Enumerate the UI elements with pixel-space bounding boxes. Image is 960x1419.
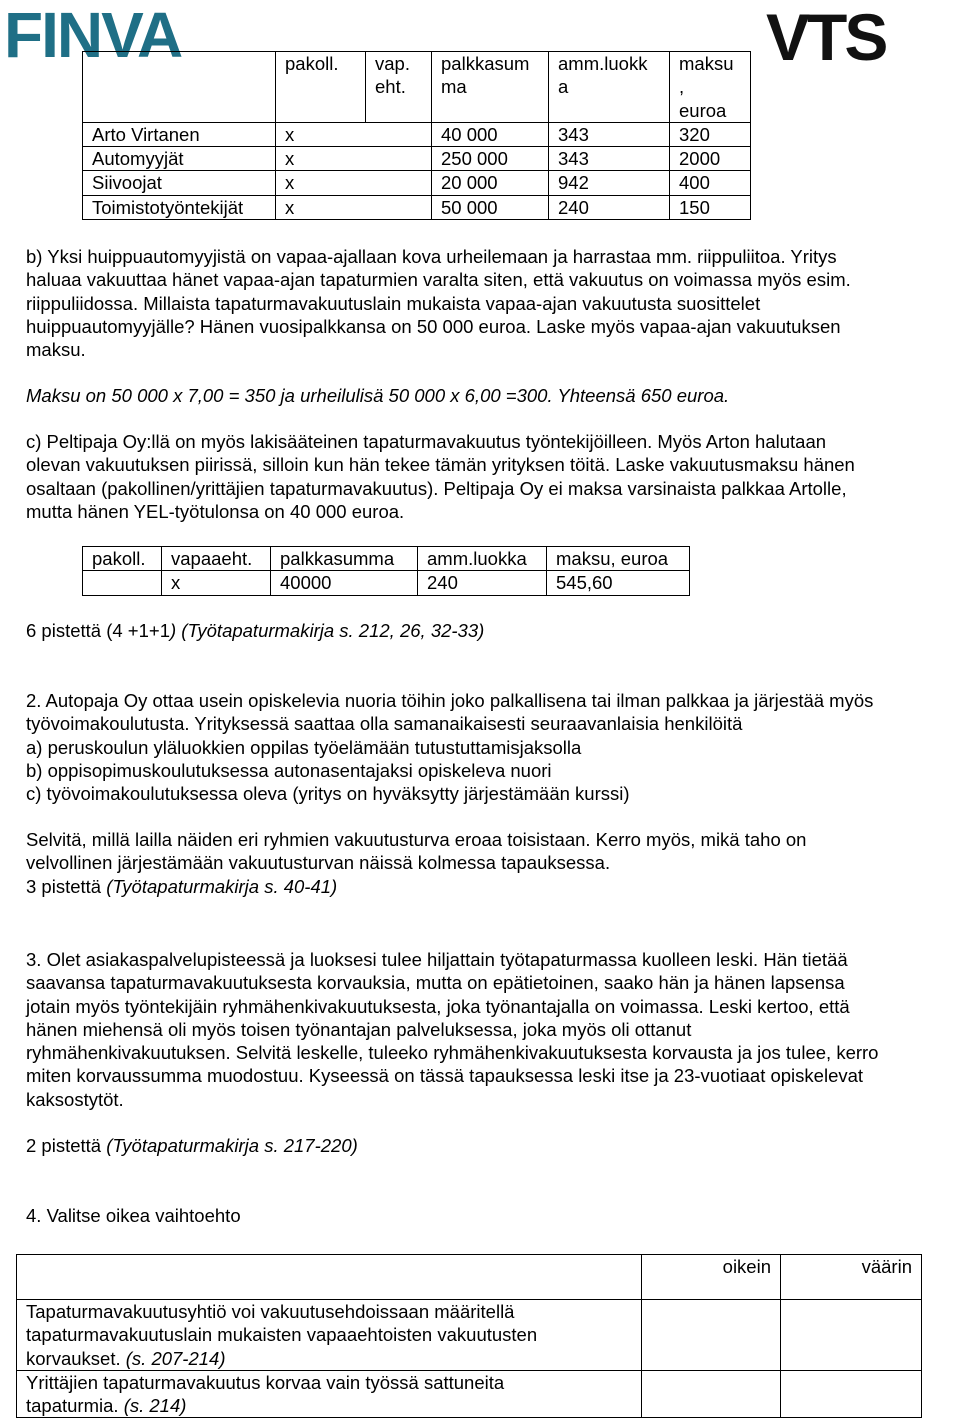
table-cell: 240 <box>549 195 670 219</box>
table-cell <box>83 571 162 595</box>
text-line: saavansa tapaturmavakuutuksesta korvauksia, mutta on epätietoinen, saako hän ja hänen lapsensa <box>26 972 845 994</box>
table-cell: x <box>162 571 271 595</box>
header-cell: amm.luokka <box>418 547 547 571</box>
text-line: 2. Autopaja Oy ottaa usein opiskelevia nuoria töihin joko palkallisena tai ilman palkkaa ja järjestää myös <box>26 690 874 711</box>
question-b <box>26 245 956 361</box>
table-cell: 40 000 <box>432 122 549 146</box>
text-line: tapaturmavakuutuslain mukaisten vapaaehtoisten vakuutusten <box>26 1324 538 1346</box>
header-false: väärin <box>781 1255 922 1300</box>
vts-logo <box>766 2 896 66</box>
statement-reference: (s. 207-214) <box>125 1347 226 1369</box>
table-cell: 50 000 <box>432 195 549 219</box>
table-cell: x <box>276 171 432 195</box>
table-cell: Toimistotyöntekijät <box>83 195 276 219</box>
table-cell: 942 <box>549 171 670 195</box>
text-line: Tapaturmavakuutusyhtiö voi vakuutusehdoissaan määritellä <box>26 1301 515 1322</box>
table-row <box>83 122 751 146</box>
header-cell: vapaaeht. <box>162 547 271 571</box>
statement-text: korvaukset. <box>26 1347 126 1369</box>
text-line: c) työvoimakoulutuksessa oleva (yritys on hyväksytty järjestämään kurssi) <box>26 783 630 805</box>
header-cell: maksu , euroa <box>670 52 751 123</box>
table-cell: 545,60 <box>547 571 690 595</box>
text-line: 3. Olet asiakaspalvelupisteessä ja luoksesi tulee hiljattain työtapaturmassa kuolleen leski. Hän tietää <box>26 949 848 970</box>
table-header-row <box>83 547 690 571</box>
answer-false-cell[interactable] <box>781 1300 922 1371</box>
header-cell: amm.luokk a <box>549 52 670 123</box>
text-line: ryhmähenkivakuutuksen. Selvitä leskelle, tuleeko ryhmähenkivakuutuksesta korvausta ja jos tulee, kerro <box>26 1042 879 1064</box>
table-cell: x <box>276 147 432 171</box>
svg-text:FINVA: FINVA <box>4 2 182 66</box>
table-row <box>83 147 751 171</box>
text-line <box>26 1347 632 1370</box>
table-cell: 250 000 <box>432 147 549 171</box>
question-3 <box>26 948 956 1111</box>
text-line: velvollinen järjestämään vakuutusturvan näissä kolmessa tapauksessa. <box>26 852 611 874</box>
question-2-task <box>26 828 956 898</box>
table-cell: x <box>276 195 432 219</box>
text-line: mutta hänen YEL-työtulonsa on 40 000 euroa. <box>26 500 405 522</box>
text-line: miten korvaussumma muodostuu. Kyseessä on tässä tapauksessa leski itse ja 23-vuotiaat opiskelevat <box>26 1065 864 1087</box>
text-line: b) oppisopimuskoulutuksessa autonasentajaksi opiskeleva nuori <box>26 759 552 781</box>
table-cell: x <box>276 122 432 146</box>
table-cell: 320 <box>670 122 751 146</box>
table-row <box>83 195 751 219</box>
table-row <box>17 1370 922 1418</box>
answer-b: Maksu on 50 000 x 7,00 = 350 ja urheilulisä 50 000 x 6,00 =300. Yhteensä 650 euroa. <box>26 385 730 406</box>
text-line: Yrittäjien tapaturmavakuutus korvaa vain työssä sattuneita <box>26 1371 505 1393</box>
table-cell: 343 <box>549 147 670 171</box>
points-1 <box>26 619 956 642</box>
table-row <box>83 571 690 595</box>
header-cell: maksu, euroa <box>547 547 690 571</box>
statement-text: tapaturmia. <box>26 1395 124 1417</box>
text-line: haluaa vakuuttaa hänet vapaa-ajan tapaturmien varalta siten, että vakuutus on voimassa myös esim. <box>26 269 851 291</box>
header-true: oikein <box>642 1255 781 1300</box>
yrittaja-table <box>82 546 690 596</box>
table-cell: Siivoojat <box>83 171 276 195</box>
points-text: 6 pistettä (4 +1+1 <box>26 620 170 641</box>
header-cell: vap. eht. <box>366 52 432 123</box>
text-line: työvoimakoulutusta. Yrityksessä saattaa olla samanaikaisesti seuraavanlaisia henkilöitä <box>26 713 743 735</box>
answer-false-cell[interactable] <box>781 1370 922 1418</box>
points-reference: (Työtapaturmakirja s. 40-41) <box>106 875 338 897</box>
table-cell: 20 000 <box>432 171 549 195</box>
points-3 <box>26 1134 956 1157</box>
text-line: hänen miehensä oli myös toisen työnantajan palveluksessa, joka myös oli ottanut <box>26 1018 692 1040</box>
header-cell: pakoll. <box>83 547 162 571</box>
text-line: maksu. <box>26 339 86 361</box>
statement-reference: (s. 214) <box>123 1395 187 1417</box>
answer-true-cell[interactable] <box>642 1370 781 1418</box>
question-2 <box>26 689 956 805</box>
text-line: huippuautomyyjälle? Hänen vuosipalkkansa on 50 000 euroa. Laske myös vapaa-ajan vakuutuksen <box>26 315 841 337</box>
text-line: c) Peltipaja Oy:llä on myös lakisääteinen tapaturmavakuutus työntekijöilleen. Myös Arton halutaan <box>26 431 827 452</box>
table-cell: 150 <box>670 195 751 219</box>
true-false-table <box>16 1254 922 1418</box>
points-text: 3 pistettä <box>26 875 107 897</box>
table-row <box>83 171 751 195</box>
statement-cell <box>17 1300 642 1371</box>
statement-cell <box>17 1370 642 1418</box>
svg-text:VTS: VTS <box>766 2 886 66</box>
points-text: 2 pistettä <box>26 1135 107 1156</box>
table-cell: 400 <box>670 171 751 195</box>
answer-true-cell[interactable] <box>642 1300 781 1371</box>
text-line <box>26 1394 632 1417</box>
text-line: a) peruskoulun yläluokkien oppilas työelämään tutustuttamisjaksolla <box>26 736 582 758</box>
premium-table-header <box>83 52 751 123</box>
text-line: b) Yksi huippuautomyyjistä on vapaa-ajallaan kova urheilemaan ja harrastaa mm. riippuliitoa. Yritys <box>26 246 837 267</box>
text-line: riippuliidossa. Millaista tapaturmavakuutuslain mukaista vapaa-ajan vakuutusta suosittelet <box>26 292 761 314</box>
table-cell: 343 <box>549 122 670 146</box>
table-row <box>17 1300 922 1371</box>
text-line: osaltaan (pakollinen/yrittäjien tapaturmavakuutus). Peltipaja Oy ei maksa varsinaista palkkaa Artolle, <box>26 477 847 499</box>
table-cell: 40000 <box>271 571 418 595</box>
points-reference: ) (Työtapaturmakirja s. 212, 26, 32-33) <box>170 620 485 641</box>
text-line: Selvitä, millä lailla näiden eri ryhmien vakuutusturva eroaa toisistaan. Kerro myös, mikä taho on <box>26 829 807 850</box>
points-line <box>26 875 956 898</box>
question-c <box>26 430 956 523</box>
table-cell: 2000 <box>670 147 751 171</box>
header-cell: palkkasumma <box>271 547 418 571</box>
text-line: olevan vakuutuksen piirissä, silloin kun hän tekee tämän yrityksen töitä. Laske vakuutusmaksu hänen <box>26 454 855 476</box>
text-line: kaksostytöt. <box>26 1088 124 1110</box>
header-cell <box>17 1255 642 1300</box>
table-cell: Automyyjät <box>83 147 276 171</box>
question-4-title: 4. Valitse oikea vaihtoehto <box>26 1205 241 1226</box>
text-line: jotain myös työntekijäin ryhmähenkivakuutuksesta, joka työnantajalla on voimassa. Leski kertoo, että <box>26 995 850 1017</box>
premium-table <box>82 51 751 220</box>
header-cell: palkkasum ma <box>432 52 549 123</box>
table-header-row <box>17 1255 922 1300</box>
points-reference: (Työtapaturmakirja s. 217-220) <box>106 1135 358 1156</box>
table-cell: 240 <box>418 571 547 595</box>
table-cell: Arto Virtanen <box>83 122 276 146</box>
header-cell: pakoll. <box>276 52 366 123</box>
header-cell <box>83 52 276 123</box>
